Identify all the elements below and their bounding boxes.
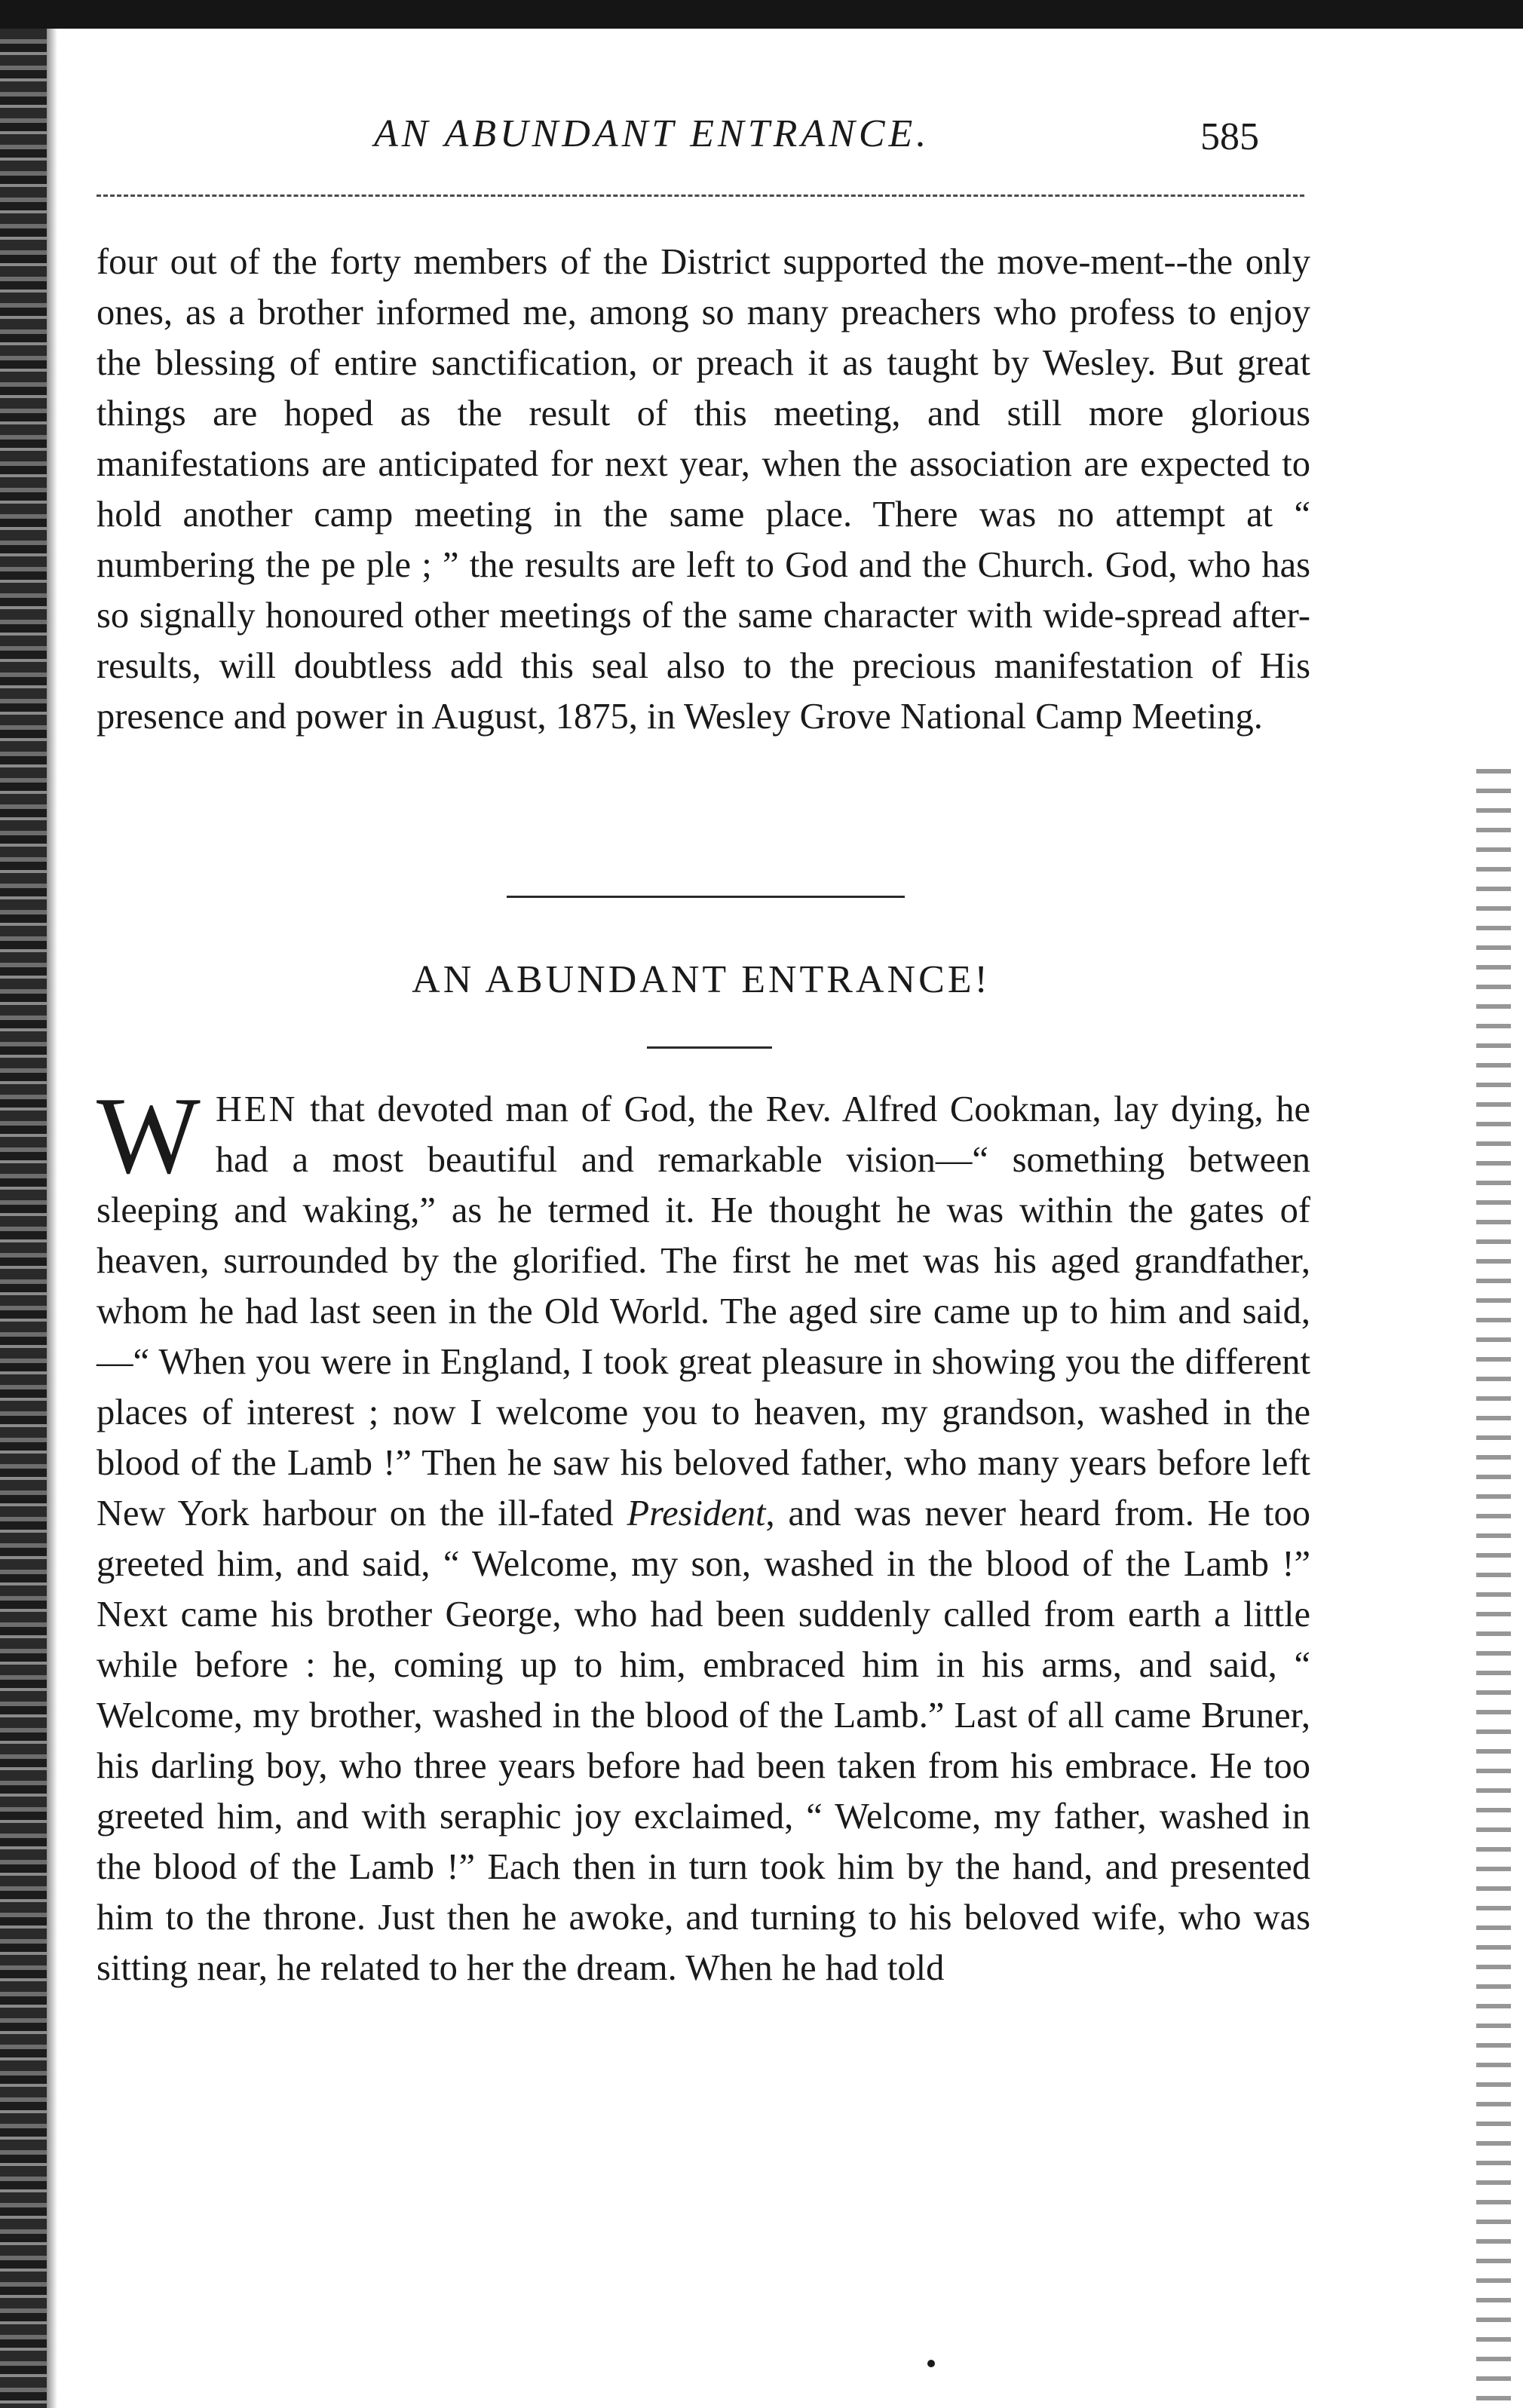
page-number: 585: [1200, 115, 1259, 158]
scan-binding-edge: [0, 29, 47, 2408]
running-head: AN ABUNDANT ENTRANCE.: [374, 112, 930, 155]
scan-top-edge: [0, 0, 1523, 29]
scan-binding-shadow: [47, 29, 57, 2408]
section-divider: [507, 896, 905, 898]
article-title: AN ABUNDANT ENTRANCE!: [412, 958, 991, 1001]
paragraph-text-end: , and was never heard from. He too greeted him, and said, “ Welcome, my son, washed in the blood of the Lamb !” Next came his brother George, who had been suddenly called from earth a little while before : he, coming up to him, embraced him in his arms, and said, “ Welcome, my brother, washed in the blood of the Lamb.” Last of all came Bruner, his darling boy, who three years before had been taken from his embrace. He too greeted him, and with seraphic joy exclaimed, “ Welcome, my father, washed in the blood of the Lamb !” Each then in turn took him by the hand, and presented him to the throne. Just then he awoke, and turning to his beloved wife, who was sitting near, he related to her the dream. When he had told: [97, 1494, 1310, 1988]
opening-small-caps: HEN: [215, 1089, 298, 1129]
title-rule: [647, 1046, 772, 1049]
paragraph-text: that devoted man of God, the Rev. Alfred Cookman, lay dying, he had a most beautiful and remarkable vision—“ something between sleeping and waking,” as he termed it. He thought he was within the gates of heaven, surrounded by the glorified. The first he met was his aged grandfather, whom he had last seen in the Old World. The aged sire came up to him and said, —“ When you were in England, I took great pleasure in showing you the different places of interest ; now I welcome you to heaven, my grandson, washed in the blood of the Lamb !” Then he saw his beloved father, who many years before left New York harbour on the ill-fated: [97, 1089, 1310, 1533]
scan-right-edge-bleed: [1476, 769, 1511, 2408]
printer-mark: [927, 2360, 935, 2367]
drop-cap: W: [97, 1074, 201, 1196]
header-rule: [97, 195, 1304, 197]
article-paragraph: [97, 1074, 1310, 1993]
previous-article-paragraph: four out of the forty members of the District supported the move-ment--the only ones, as a brother informed me, among so many preachers who profess to enjoy the blessing of entire sanctification, or preach it as taught by Wesley. But great things are hoped as the result of this meeting, and still more glorious manifestations are anticipated for next year, when the association are expected to hold another camp meeting in the same place. There was no attempt at “ numbering the pe ple ; ” the results are left to God and the Church. God, who has so signally honoured other meetings of the same character with wide-spread after-results, will doubtless add this seal also to the precious manifestation of His presence and power in August, 1875, in Wesley Grove National Camp Meeting.: [97, 242, 1310, 737]
ship-name: President: [627, 1494, 766, 1533]
